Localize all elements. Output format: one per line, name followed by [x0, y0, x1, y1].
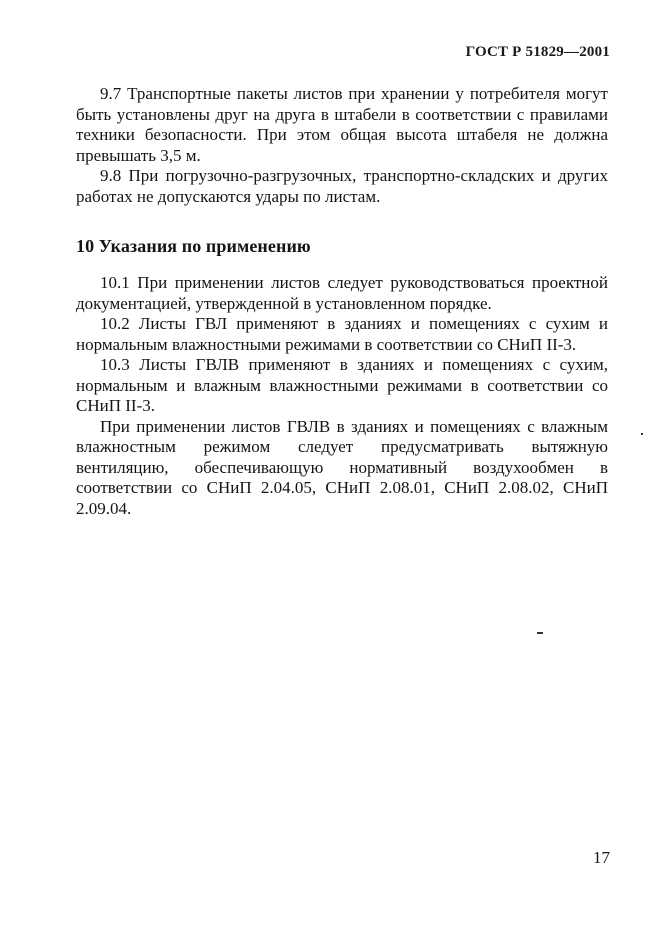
scan-speck — [537, 632, 543, 634]
document-body — [76, 84, 608, 519]
paragraph-10-1: 10.1 При применении листов следует руководствоваться проектной документацией, утвержденной в установленном порядке. — [76, 273, 608, 313]
paragraph-10-3: 10.3 Листы ГВЛВ применяют в зданиях и помещениях с сухим, нормальным и влажным влажностными режимами в соответствии со СНиП II-3. — [76, 355, 608, 415]
paragraph-gvlv-ventilation: При применении листов ГВЛВ в зданиях и помещениях с влажным влажностным режимом следует предусматривать вытяжную вентиляцию, обеспечивающую нормативный воздухообмен в соответствии со СНиП 2.04.05, СНиП 2.08.01, СНиП 2.08.02, СНиП 2.09.04. — [76, 416, 608, 518]
paragraph-9-7: 9.7 Транспортные пакеты листов при хранении у потребителя могут быть установлены друг на друга в штабели в соответствии с правилами техники безопасности. При этом общая высота штабеля не должна превышать 3,5 м. — [76, 84, 608, 165]
paragraph-9-8: 9.8 При погрузочно-разгрузочных, транспортно-складских и других работах не допускаются удары по листам. — [76, 166, 608, 206]
scan-speck — [641, 433, 643, 435]
section-heading-10: 10 Указания по применению — [76, 236, 311, 256]
standard-code-header: ГОСТ Р 51829—2001 — [465, 44, 610, 60]
page-number: 17 — [593, 848, 610, 867]
paragraph-10-2: 10.2 Листы ГВЛ применяют в зданиях и помещениях с сухим и нормальным влажностными режимами в соответствии со СНиП II-3. — [76, 314, 608, 354]
